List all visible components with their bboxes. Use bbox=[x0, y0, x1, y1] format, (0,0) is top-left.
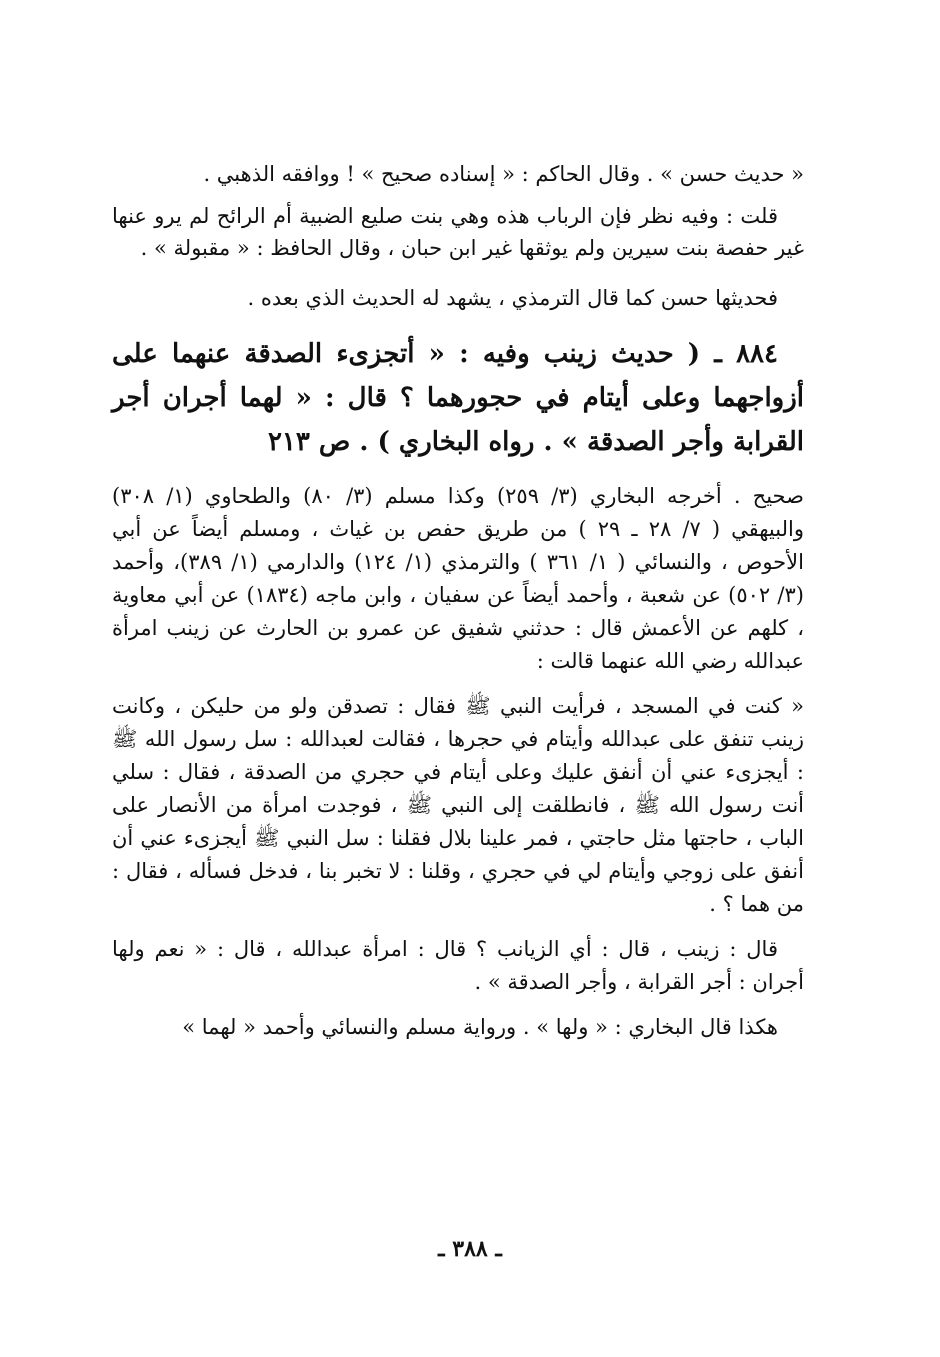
paragraph-hakim-ruling: « حديث حسن » . وقال الحاكم : « إسناده صحيح » ! ووافقه الذهبي . bbox=[203, 162, 804, 186]
page-number: ـ ٣٨٨ ـ bbox=[438, 1236, 502, 1262]
paragraph-takhrij: صحيح . أخرجه البخاري (٣/ ٢٥٩) وكذا مسلم (٣/ ٨٠) والطحاوي (١/ ٣٠٨) والبيهقي ( ٧/ ٢٨ ـ ٢٩ ) من طريق حفص بن غياث ، ومسلم أيضاً عن أبي الأحوص ، والنسائي ( ١/ ٣٦١ ) والترمذي (١/ ١٢٤) والدارمي (١/ ٣٨٩)، وأحمد (٣/ ٥٠٢) عن شعبة ، وأحمد أيضاً عن سفيان ، وابن ماجه (١٨٣٤) عن أبي معاوية ، كلهم عن الأعمش قال : حدثني شفيق عن عمرو بن الحارث عن زينب امرأة عبدالله رضي الله عنهما قالت : bbox=[112, 484, 804, 673]
paragraph-hasan-verdict: فحديثها حسن كما قال الترمذي ، يشهد له الحديث الذي بعده . bbox=[247, 286, 778, 310]
paragraph-hadith-text: « كنت في المسجد ، فرأيت النبي ﷺ فقال : تصدقن ولو من حليكن ، وكانت زينب تنفق على عبدالله وأيتام في حجرها ، فقالت لعبدالله : سل رسول الله ﷺ : أيجزىء عني أن أنفق عليك وعلى أيتام في حجري من الصدقة ، فقال : سلي أنت رسول الله ﷺ ، فانطلقت إلى النبي ﷺ ، فوجدت امرأة من الأنصار على الباب ، حاجتها مثل حاجتي ، فمر علينا بلال فقلنا : سل النبي ﷺ أيجزىء عني أن أنفق على زوجي وأيتام لي في حجري ، وقلنا : لا تخبر بنا ، فدخل فسأله ، فقال : من هما ؟ . bbox=[112, 694, 804, 916]
paragraph-commentary: قلت : وفيه نظر فإن الرباب هذه وهي بنت صليع الضبية أم الرائح لم يرو عنها غير حفصة بنت سيرين ولم يوثقها غير ابن حبان ، وقال الحافظ : « مقبولة » . bbox=[112, 204, 804, 260]
hadith-heading-884: ٨٨٤ ـ ( حديث زينب وفيه : « أتجزىء الصدقة عنهما على أزواجهما وعلى أيتام في حجورهما ؟ قال : « لهما أجران أجر القرابة وأجر الصدقة » . رواه البخاري ) . ص ٢١٣ bbox=[112, 339, 804, 457]
page-body bbox=[112, 158, 804, 1048]
paragraph-zaynab-reply: قال : زينب ، قال : أي الزيانب ؟ قال : امرأة عبدالله ، قال : « نعم ولها أجران : أجر القرابة ، وأجر الصدقة » . bbox=[112, 937, 804, 994]
paragraph-bukhari-wording: هكذا قال البخاري : « ولها » . ورواية مسلم والنسائي وأحمد « لهما » bbox=[182, 1015, 778, 1039]
